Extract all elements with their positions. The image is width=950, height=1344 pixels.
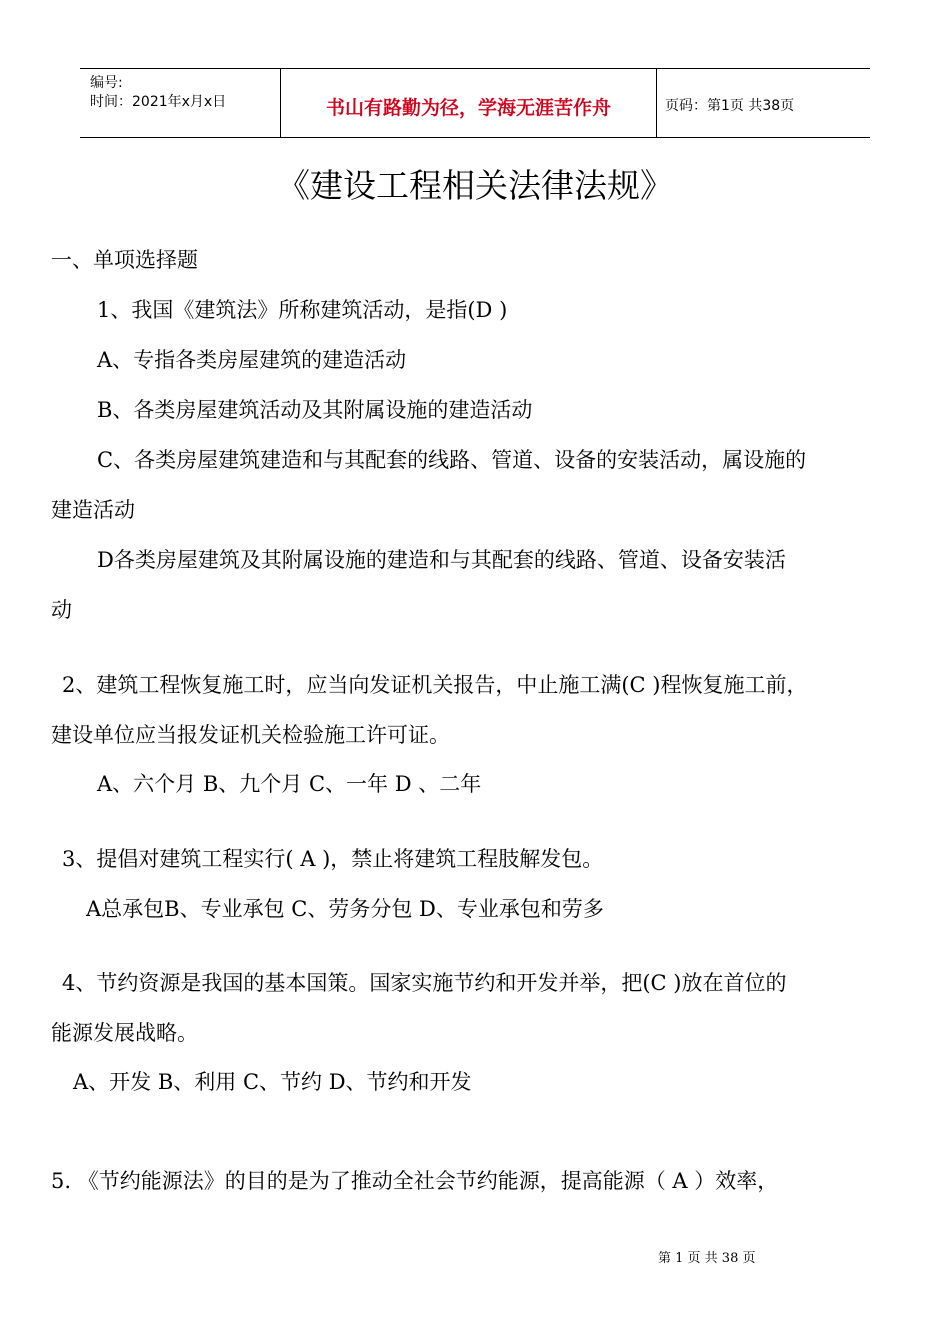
question-4-cont: 能源发展战略。 <box>51 1021 198 1045</box>
number-label: 编号: <box>90 75 123 91</box>
page-info: 页码：第1页 共38页 <box>665 98 795 114</box>
question-1-option-a: A、专指各类房屋建筑的建造活动 <box>97 348 407 372</box>
question-1-option-b: B、各类房屋建筑活动及其附属设施的建造活动 <box>97 398 533 422</box>
document-title: 《建设工程相关法律法规》 <box>277 166 673 205</box>
page-footer: 第 1 页 共 38 页 <box>658 1251 756 1266</box>
question-1-option-d: D各类房屋建筑及其附属设施的建造和与其配套的线路、管道、设备安装活 <box>97 548 786 572</box>
header-info-cell <box>80 69 280 137</box>
question-2: 2、建筑工程恢复施工时，应当向发证机关报告，中止施工满(C )程恢复施工前， <box>62 673 808 697</box>
question-4-options: A、开发 B、利用 C、节约 D、节约和开发 <box>73 1070 472 1094</box>
question-1-option-d-cont: 动 <box>51 598 72 622</box>
question-1-option-c-cont: 建造活动 <box>51 498 135 522</box>
section-heading: 一、单项选择题 <box>51 248 198 272</box>
header-page-cell <box>656 69 870 137</box>
question-3: 3、提倡对建筑工程实行( A )，禁止将建筑工程肢解发包。 <box>62 847 604 871</box>
question-5: 5. 《节约能源法》的目的是为了推动全社会节约能源，提高能源（ A ）效率， <box>51 1169 779 1193</box>
question-1-option-c: C、各类房屋建筑建造和与其配套的线路、管道、设备的安装活动，属设施的 <box>97 448 807 472</box>
header-motto-cell <box>280 69 657 137</box>
question-2-cont: 建设单位应当报发证机关检验施工许可证。 <box>51 723 450 747</box>
time-label: 时间：2021年x月x日 <box>90 94 227 110</box>
question-4: 4、节约资源是我国的基本国策。国家实施节约和开发并举，把(C )放在首位的 <box>62 971 787 995</box>
question-1: 1、我国《建筑法》所称建筑活动，是指(D ) <box>97 298 508 322</box>
motto-text: 书山有路勤为径，学海无涯苦作舟 <box>325 97 611 119</box>
question-2-options: A、六个月 B、九个月 C、一年 D 、二年 <box>97 772 482 796</box>
question-3-options: A总承包B、专业承包 C、劳务分包 D、专业承包和劳多 <box>86 897 604 921</box>
header-table <box>80 68 870 138</box>
